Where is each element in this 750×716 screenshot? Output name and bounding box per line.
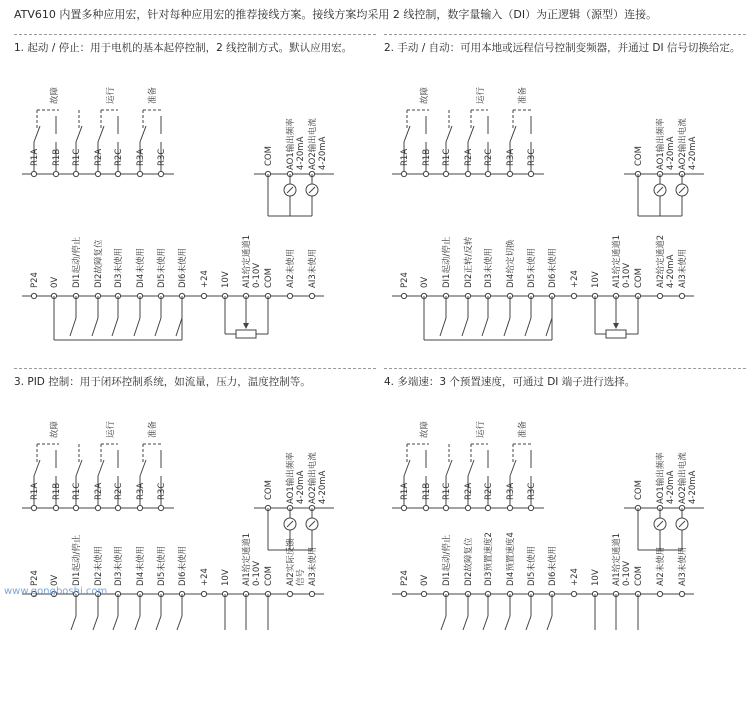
panel-hand-auto xyxy=(384,34,746,382)
di-switch xyxy=(483,616,488,630)
ao-com-label: COM xyxy=(634,480,644,500)
io-terminal-label: P24 xyxy=(400,272,410,288)
terminal-dot xyxy=(137,505,142,510)
io-terminal-label: +24 xyxy=(570,270,580,288)
io-terminal-label: AI2未使用 xyxy=(286,248,296,288)
io-terminal-sublabel: 0-10V xyxy=(252,262,262,288)
io-terminal-label: DI6未使用 xyxy=(548,546,558,586)
pot-wiper-arrow xyxy=(613,323,619,329)
terminal-dot xyxy=(53,505,58,510)
io-terminal-label: DI1起动/停止 xyxy=(442,534,452,586)
watermark: www.gongboshi.com xyxy=(4,586,108,597)
relay-group-label: 准备 xyxy=(148,420,158,438)
panel-title: 3. PID 控制：用于闭环控制系统，如流量，压力，温度控制等。 xyxy=(14,368,376,401)
io-terminal-label: AI1给定通道1 xyxy=(242,234,252,288)
relay-contact xyxy=(98,126,104,142)
relay-terminal-label: R3C xyxy=(157,148,167,166)
ao2-range: 4-20mA xyxy=(318,470,328,504)
terminal-dot xyxy=(465,505,470,510)
terminal-dot xyxy=(679,293,684,298)
relay-terminal-label: R2C xyxy=(114,482,124,500)
wiring-diagram xyxy=(384,34,746,382)
terminal-dot xyxy=(115,171,120,176)
relay-contact xyxy=(76,126,82,142)
io-terminal-label: +24 xyxy=(570,568,580,586)
terminal-dot xyxy=(73,505,78,510)
relay-terminal-label: R2C xyxy=(484,482,494,500)
ao1-range: 4-20mA xyxy=(666,470,676,504)
io-terminal-label: AI3未使用 xyxy=(308,248,318,288)
ao2-range: 4-20mA xyxy=(688,470,698,504)
relay-terminal-label: R1B xyxy=(52,148,62,166)
io-terminal-label: DI6未使用 xyxy=(178,546,188,586)
io-terminal-label: 10V xyxy=(221,271,231,288)
io-terminal-sublabel: 0-10V xyxy=(622,262,632,288)
terminal-dot xyxy=(528,171,533,176)
io-terminal-label: COM xyxy=(264,566,274,586)
di-switch xyxy=(93,616,98,630)
relay-contact xyxy=(404,126,410,142)
di-switch xyxy=(134,318,140,336)
terminal-dot xyxy=(53,171,58,176)
di-switch xyxy=(70,318,76,336)
io-terminal-label: 0V xyxy=(420,574,430,586)
io-terminal-label: DI2未使用 xyxy=(94,546,104,586)
ao-com-label: COM xyxy=(264,146,274,166)
terminal-dot xyxy=(507,505,512,510)
io-terminal-label: DI5未使用 xyxy=(527,248,537,288)
relay-contact xyxy=(140,126,146,142)
relay-contact xyxy=(446,460,452,476)
io-terminal-label: AI3未使用 xyxy=(308,546,318,586)
panel-multi-speed xyxy=(384,368,746,716)
ao1-range: 4-20mA xyxy=(296,136,306,170)
terminal-dot xyxy=(31,171,36,176)
io-terminal-label: COM xyxy=(634,268,644,288)
io-terminal-label: DI5未使用 xyxy=(527,546,537,586)
terminal-dot xyxy=(485,171,490,176)
io-terminal-label: 0V xyxy=(50,276,60,288)
potentiometer-icon xyxy=(236,330,256,338)
relay-terminal-label: R1B xyxy=(422,482,432,500)
di-switch xyxy=(135,616,140,630)
relay-terminal-label: R3A xyxy=(506,482,516,500)
io-terminal-label: DI6未使用 xyxy=(548,248,558,288)
relay-contact xyxy=(510,126,516,142)
terminal-dot xyxy=(465,171,470,176)
terminal-dot xyxy=(443,505,448,510)
io-terminal-label: DI2故障复位 xyxy=(94,239,104,288)
di-switch xyxy=(526,616,531,630)
relay-contact xyxy=(76,460,82,476)
io-terminal-label: AI3未使用 xyxy=(678,248,688,288)
io-terminal-sublabel: 0-10V xyxy=(622,560,632,586)
io-terminal-label: DI3未使用 xyxy=(114,546,124,586)
io-terminal-label: AI1给定通道1 xyxy=(242,532,252,586)
di-switch xyxy=(113,616,118,630)
terminal-dot xyxy=(158,171,163,176)
terminal-dot xyxy=(421,591,426,596)
io-terminal-sublabel: 信号 xyxy=(296,568,306,586)
io-terminal-label: AI1给定通道1 xyxy=(612,532,622,586)
relay-terminal-label: R2A xyxy=(464,148,474,166)
di-switch xyxy=(176,318,182,336)
terminal-dot xyxy=(158,505,163,510)
terminal-dot xyxy=(401,505,406,510)
ao2-label: AO2输出电流 xyxy=(678,452,688,504)
ao1-range: 4-20mA xyxy=(666,136,676,170)
io-terminal-label: 10V xyxy=(591,271,601,288)
intro-text: ATV610 内置多种应用宏，针对每种应用宏的推荐接线方案。接线方案均采用 2 线控制，数字量输入（DI）为正逻辑（源型）连接。 xyxy=(14,8,658,21)
io-terminal-label: DI3未使用 xyxy=(484,248,494,288)
relay-terminal-label: R1A xyxy=(30,482,40,500)
io-terminal-label: COM xyxy=(264,268,274,288)
relay-terminal-label: R1C xyxy=(442,148,452,166)
potentiometer-icon xyxy=(606,330,626,338)
io-terminal-label: COM xyxy=(634,566,644,586)
io-terminal-label: +24 xyxy=(200,270,210,288)
relay-terminal-label: R2C xyxy=(484,148,494,166)
relay-terminal-label: R1C xyxy=(72,148,82,166)
io-terminal-label: DI6未使用 xyxy=(178,248,188,288)
terminal-dot xyxy=(571,591,576,596)
panel-start-stop xyxy=(14,34,376,382)
pot-wiper-arrow xyxy=(243,323,249,329)
io-terminal-label: P24 xyxy=(400,570,410,586)
relay-terminal-label: R1A xyxy=(400,482,410,500)
relay-group-label: 故障 xyxy=(50,420,60,438)
panel-title: 1. 起动 / 停止：用于电机的基本起停控制，2 线控制方式。默认应用宏。 xyxy=(14,34,376,67)
ao1-label: AO1输出频率 xyxy=(286,118,296,170)
panel-pid-control xyxy=(14,368,376,716)
relay-terminal-label: R2C xyxy=(114,148,124,166)
relay-terminal-label: R2A xyxy=(94,482,104,500)
terminal-dot xyxy=(571,293,576,298)
terminal-dot xyxy=(443,171,448,176)
terminal-dot xyxy=(31,293,36,298)
ao-com-label: COM xyxy=(634,146,644,166)
di-switch xyxy=(462,318,468,336)
relay-terminal-label: R1C xyxy=(72,482,82,500)
terminal-dot xyxy=(95,171,100,176)
panel-title: 2. 手动 / 自动：可用本地或远程信号控制变频器，并通过 DI 信号切换给定。 xyxy=(384,34,746,67)
io-terminal-label: P24 xyxy=(30,570,40,586)
relay-group-label: 故障 xyxy=(420,86,430,104)
terminal-dot xyxy=(287,293,292,298)
io-terminal-label: 0V xyxy=(420,276,430,288)
di-switch xyxy=(525,318,531,336)
io-terminal-label: DI1起动/停止 xyxy=(72,534,82,586)
di-switch xyxy=(546,318,552,336)
di-switch xyxy=(441,616,446,630)
relay-contact xyxy=(510,460,516,476)
io-terminal-label: DI1起动/停止 xyxy=(72,236,82,288)
relay-contact xyxy=(34,460,40,476)
relay-contact xyxy=(468,460,474,476)
di-switch xyxy=(156,616,161,630)
di-switch xyxy=(71,616,76,630)
terminal-dot xyxy=(401,591,406,596)
relay-group-label: 运行 xyxy=(476,420,486,438)
relay-group-label: 准备 xyxy=(518,86,528,104)
io-terminal-label: DI2正转/反转 xyxy=(464,236,474,288)
panel-title: 4. 多端速：3 个预置速度，可通过 DI 端子进行选择。 xyxy=(384,368,746,401)
terminal-dot xyxy=(657,591,662,596)
io-terminal-label: AI2实际反馈 xyxy=(286,538,296,586)
terminal-dot xyxy=(507,171,512,176)
di-switch xyxy=(155,318,161,336)
io-terminal-label: DI4预置速度4 xyxy=(506,532,516,586)
relay-contact xyxy=(34,126,40,142)
terminal-dot xyxy=(201,591,206,596)
relay-terminal-label: R2A xyxy=(94,148,104,166)
di-switch xyxy=(92,318,98,336)
terminal-dot xyxy=(423,171,428,176)
io-terminal-label: 10V xyxy=(591,569,601,586)
relay-contact xyxy=(446,126,452,142)
relay-terminal-label: R1B xyxy=(52,482,62,500)
io-terminal-label: DI2故障复位 xyxy=(464,537,474,586)
io-terminal-label: 0V xyxy=(50,574,60,586)
relay-contact xyxy=(98,460,104,476)
relay-terminal-label: R2A xyxy=(464,482,474,500)
relay-contact xyxy=(404,460,410,476)
terminal-dot xyxy=(401,293,406,298)
di-switch xyxy=(504,318,510,336)
relay-group-label: 运行 xyxy=(106,86,116,104)
relay-terminal-label: R3C xyxy=(527,148,537,166)
terminal-dot xyxy=(287,591,292,596)
di-switch xyxy=(463,616,468,630)
io-terminal-label: DI4未使用 xyxy=(136,546,146,586)
io-terminal-label: DI1起动/停止 xyxy=(442,236,452,288)
relay-terminal-label: R3A xyxy=(136,482,146,500)
io-terminal-label: AI2给定通道2 xyxy=(656,234,666,288)
relay-group-label: 运行 xyxy=(476,86,486,104)
relay-terminal-label: R1A xyxy=(400,148,410,166)
terminal-dot xyxy=(115,505,120,510)
relay-terminal-label: R3A xyxy=(136,148,146,166)
wiring-diagram xyxy=(384,368,746,638)
relay-group-label: 运行 xyxy=(106,420,116,438)
ao1-label: AO1输出频率 xyxy=(286,452,296,504)
io-terminal-label: AI2未使用 xyxy=(656,546,666,586)
di-switch xyxy=(547,616,552,630)
ao1-range: 4-20mA xyxy=(296,470,306,504)
relay-group-label: 准备 xyxy=(148,86,158,104)
relay-terminal-label: R1C xyxy=(442,482,452,500)
io-terminal-sublabel: 0-10V xyxy=(252,560,262,586)
relay-terminal-label: R3A xyxy=(506,148,516,166)
terminal-dot xyxy=(485,505,490,510)
io-terminal-label: 10V xyxy=(221,569,231,586)
wiring-diagram xyxy=(14,34,376,382)
di-switch xyxy=(505,616,510,630)
terminal-dot xyxy=(309,293,314,298)
wiring-diagram xyxy=(14,368,376,638)
relay-terminal-label: R3C xyxy=(157,482,167,500)
terminal-dot xyxy=(201,293,206,298)
di-switch xyxy=(440,318,446,336)
terminal-dot xyxy=(423,505,428,510)
ao1-label: AO1输出频率 xyxy=(656,452,666,504)
io-terminal-label: DI4未使用 xyxy=(136,248,146,288)
terminal-dot xyxy=(95,505,100,510)
ao1-label: AO1输出频率 xyxy=(656,118,666,170)
ao2-range: 4-20mA xyxy=(318,136,328,170)
relay-group-label: 故障 xyxy=(50,86,60,104)
ao2-label: AO2输出电流 xyxy=(678,118,688,170)
io-terminal-label: DI3未使用 xyxy=(114,248,124,288)
relay-contact xyxy=(468,126,474,142)
io-terminal-label: DI3预置速度2 xyxy=(484,532,494,586)
io-terminal-label: DI5未使用 xyxy=(157,546,167,586)
ao2-label: AO2输出电流 xyxy=(308,452,318,504)
io-terminal-label: DI4给定切换 xyxy=(506,239,516,288)
io-terminal-sublabel: 4-20mA xyxy=(666,254,676,288)
di-switch xyxy=(482,318,488,336)
di-switch xyxy=(112,318,118,336)
ao-com-label: COM xyxy=(264,480,274,500)
terminal-dot xyxy=(73,171,78,176)
io-terminal-label: AI1给定通道1 xyxy=(612,234,622,288)
relay-group-label: 准备 xyxy=(518,420,528,438)
ao2-label: AO2输出电流 xyxy=(308,118,318,170)
terminal-dot xyxy=(401,171,406,176)
relay-terminal-label: R1A xyxy=(30,148,40,166)
relay-contact xyxy=(140,460,146,476)
terminal-dot xyxy=(657,293,662,298)
relay-terminal-label: R1B xyxy=(422,148,432,166)
terminal-dot xyxy=(31,505,36,510)
io-terminal-label: P24 xyxy=(30,272,40,288)
terminal-dot xyxy=(679,591,684,596)
relay-group-label: 故障 xyxy=(420,420,430,438)
relay-terminal-label: R3C xyxy=(527,482,537,500)
terminal-dot xyxy=(528,505,533,510)
di-switch xyxy=(177,616,182,630)
terminal-dot xyxy=(309,591,314,596)
terminal-dot xyxy=(137,171,142,176)
ao2-range: 4-20mA xyxy=(688,136,698,170)
io-terminal-label: AI3未使用 xyxy=(678,546,688,586)
io-terminal-label: DI5未使用 xyxy=(157,248,167,288)
io-terminal-label: +24 xyxy=(200,568,210,586)
